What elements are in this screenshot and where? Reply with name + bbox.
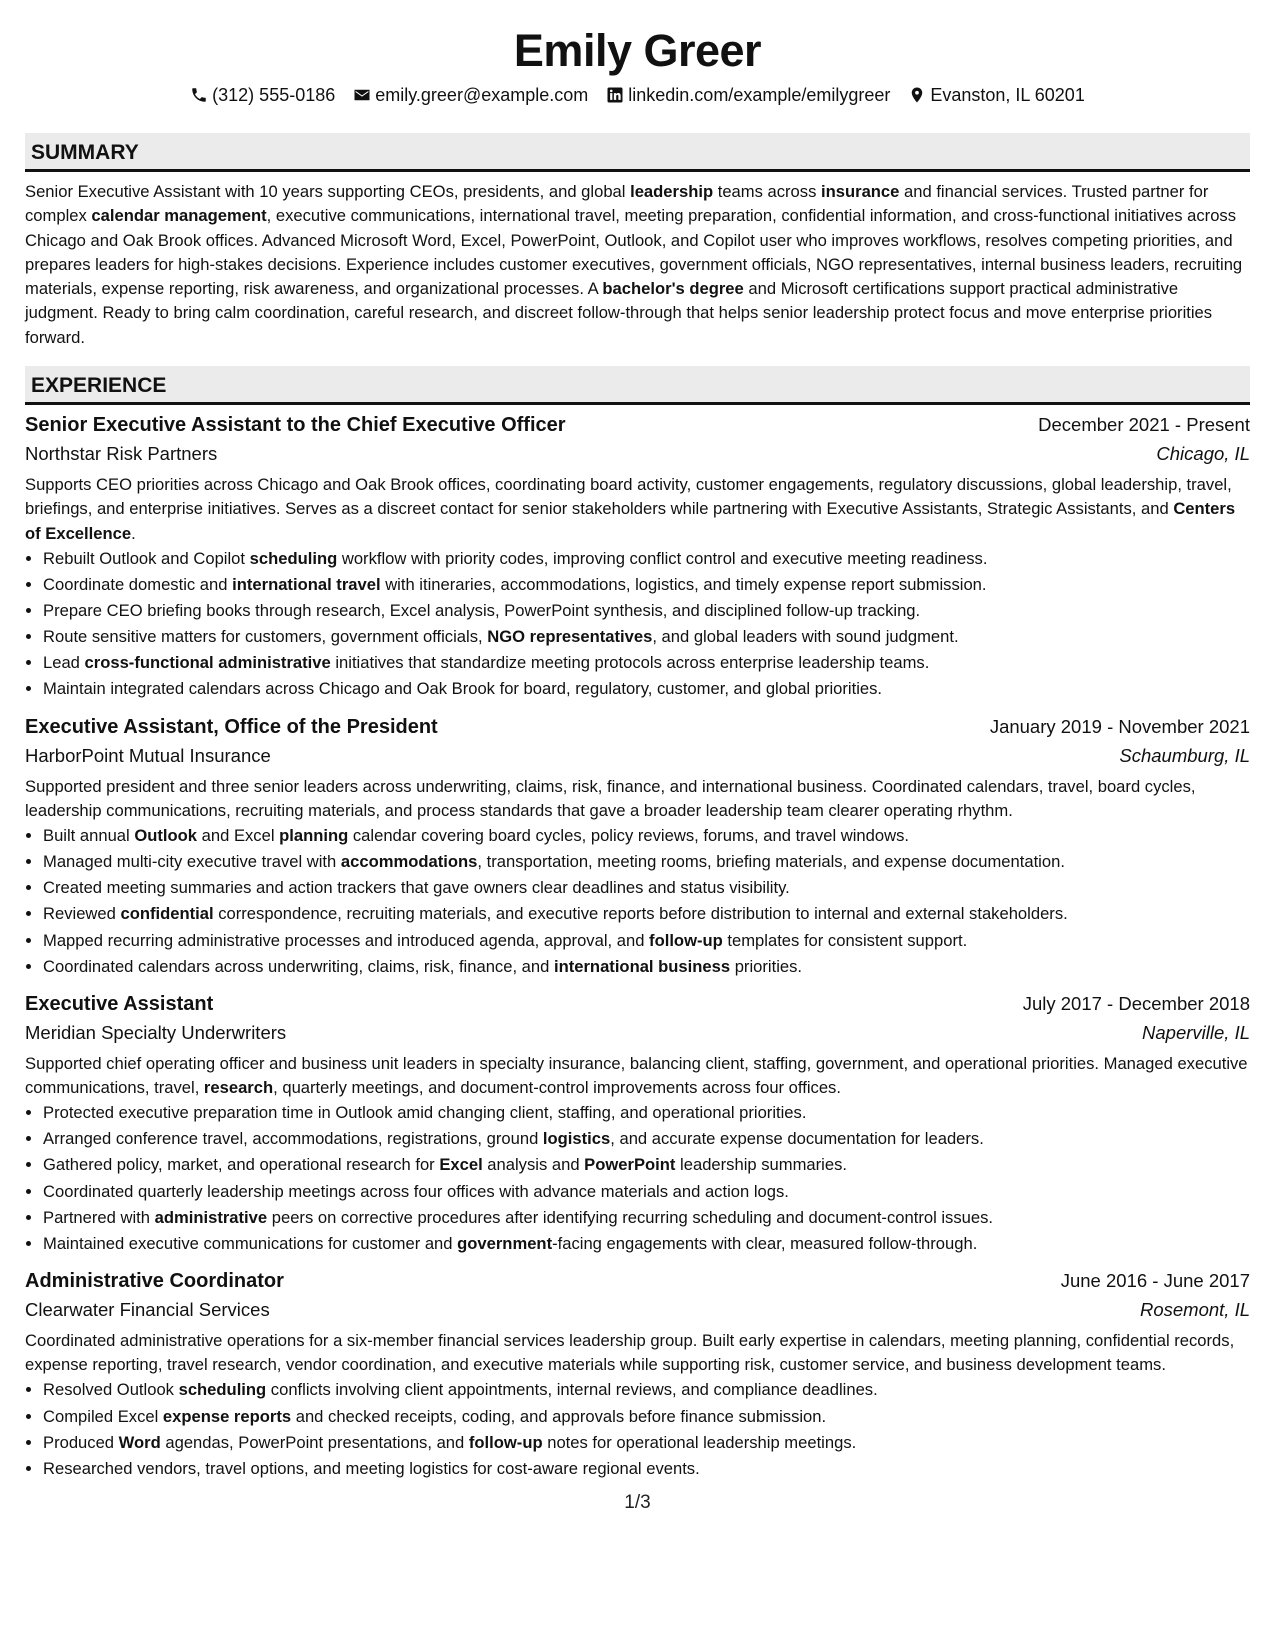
job-company-row bbox=[25, 1295, 1250, 1325]
bullet-item bbox=[43, 1231, 1250, 1257]
contact-phone[interactable] bbox=[190, 83, 335, 107]
text-run: -facing engagements with clear, measured follow-through. bbox=[552, 1233, 978, 1253]
bullet-item bbox=[43, 1100, 1250, 1126]
bullet-item bbox=[43, 928, 1250, 954]
text-run: with itineraries, accommodations, logistics, and timely expense report submission. bbox=[380, 575, 987, 595]
text-run: Resolved Outlook bbox=[43, 1380, 179, 1400]
bold-keyword: planning bbox=[279, 826, 349, 846]
email-text: emily.greer@example.com bbox=[375, 85, 589, 105]
bullet-item bbox=[43, 901, 1250, 927]
bullet-item bbox=[43, 1179, 1250, 1205]
bold-keyword: government bbox=[457, 1233, 553, 1253]
bold-keyword: expense reports bbox=[162, 1406, 292, 1426]
text-run: , executive communications, international travel, meeting preparation, confidential information, and cross-functional initiatives across Chicago and Oak Brook offices. Advanced Microsoft Word, Excel, PowerPoint, Outlook, and Copilot user who improves workflows, resolves competing priorities, and prepares leaders for high-stakes decisions. Experience includes customer executives, government officials, NGO representatives, internal business leaders, recruiting materials, expense reporting, risk awareness, and organizational processes. A bbox=[25, 206, 1243, 299]
job-title: Executive Assistant, Office of the President bbox=[25, 715, 438, 738]
text-run: and financial services. Trusted partner for complex bbox=[25, 182, 1209, 226]
bold-keyword: logistics bbox=[542, 1129, 611, 1149]
text-run: Coordinated quarterly leadership meetings across four offices with advance materials and action logs. bbox=[43, 1181, 789, 1201]
text-run: and Excel bbox=[197, 826, 280, 846]
bullet-item bbox=[43, 1126, 1250, 1152]
text-run: Mapped recurring administrative processes and introduced agenda, approval, and bbox=[43, 930, 650, 950]
job-header-row bbox=[25, 713, 1250, 741]
text-run: Reviewed bbox=[43, 904, 121, 924]
bold-keyword: international travel bbox=[232, 575, 381, 595]
job-location: Chicago, IL bbox=[1156, 443, 1250, 465]
text-run: and Microsoft certifications support practical administrative judgment. Ready to bring calm coordination, careful research, and discreet follow-through that helps senior leadership protect focus and move enterprise priorities forward. bbox=[25, 279, 1213, 347]
bullet-item bbox=[43, 875, 1250, 901]
text-run: correspondence, recruiting materials, and executive reports before distribution to internal and external stakeholders. bbox=[213, 904, 1068, 924]
text-run: templates for consistent support. bbox=[722, 930, 968, 950]
text-run: analysis and bbox=[482, 1155, 585, 1175]
job-entry bbox=[25, 411, 1250, 702]
phone-text: (312) 555-0186 bbox=[212, 85, 336, 105]
bullet-item bbox=[43, 1404, 1250, 1430]
bullet-item bbox=[43, 849, 1250, 875]
bold-keyword: confidential bbox=[120, 904, 214, 924]
text-run: Compiled Excel bbox=[43, 1406, 163, 1426]
bold-keyword: bachelor's degree bbox=[602, 279, 744, 299]
bullet-item bbox=[43, 1377, 1250, 1403]
job-description bbox=[25, 1329, 1250, 1378]
text-run: Prepare CEO briefing books through research, Excel analysis, PowerPoint synthesis, and disciplined follow-up tracking. bbox=[43, 601, 921, 621]
text-run: Coordinate domestic and bbox=[43, 575, 233, 595]
job-company-row bbox=[25, 1018, 1250, 1048]
bullet-item bbox=[43, 676, 1250, 702]
text-run: Route sensitive matters for customers, government officials, bbox=[43, 627, 488, 647]
text-run: Researched vendors, travel options, and meeting logistics for cost-aware regional events. bbox=[43, 1458, 700, 1478]
text-run: and checked receipts, coding, and approvals before finance submission. bbox=[291, 1406, 827, 1426]
bold-keyword: PowerPoint bbox=[584, 1155, 676, 1175]
bullet-item bbox=[43, 598, 1250, 624]
text-run: Maintained executive communications for customer and bbox=[43, 1233, 458, 1253]
bold-keyword: accommodations bbox=[340, 852, 478, 872]
bold-keyword: administrative bbox=[154, 1207, 268, 1227]
bold-keyword: Outlook bbox=[134, 826, 198, 846]
job-dates: June 2016 - June 2017 bbox=[1060, 1269, 1250, 1291]
text-run: Senior Executive Assistant with 10 years supporting CEOs, presidents, and global bbox=[25, 182, 631, 201]
bullet-item bbox=[43, 823, 1250, 849]
experience-list bbox=[25, 411, 1250, 1482]
job-location: Schaumburg, IL bbox=[1119, 744, 1250, 766]
linkedin-text: linkedin.com/example/emilygreer bbox=[628, 85, 891, 105]
text-run: Coordinated administrative operations for a six-member financial services leadership group. Built early expertise in calendars, meeting planning, confidential records, expense reporting, travel research, vendor coordination, and executive materials while supporting risk, customer service, and business development teams. bbox=[25, 1330, 1235, 1375]
job-entry bbox=[25, 1267, 1250, 1482]
text-run: Supported chief operating officer and business unit leaders in specialty insurance, balancing client, staffing, government, and operational priorities. Managed executive communications, travel, bbox=[25, 1053, 1248, 1097]
text-run: Arranged conference travel, accommodations, registrations, ground bbox=[43, 1129, 543, 1149]
job-company: Meridian Specialty Underwriters bbox=[25, 1021, 287, 1043]
text-run: peers on corrective procedures after identifying recurring scheduling and document-control issues. bbox=[267, 1207, 994, 1227]
text-run: Built annual bbox=[43, 826, 135, 846]
job-header-row bbox=[25, 990, 1250, 1018]
job-description bbox=[25, 473, 1250, 546]
bullet-item bbox=[43, 1205, 1250, 1231]
contact-email[interactable] bbox=[353, 83, 588, 107]
job-title: Administrative Coordinator bbox=[25, 1269, 284, 1292]
text-run: Gathered policy, market, and operational research for bbox=[43, 1155, 440, 1175]
envelope-icon bbox=[353, 86, 371, 104]
text-run: agendas, PowerPoint presentations, and bbox=[160, 1432, 469, 1452]
job-entry bbox=[25, 713, 1250, 980]
job-dates: July 2017 - December 2018 bbox=[1022, 992, 1250, 1014]
text-run: calendar covering board cycles, policy reviews, forums, and travel windows. bbox=[348, 826, 910, 846]
resume-page bbox=[25, 0, 1250, 1482]
bold-keyword: scheduling bbox=[178, 1380, 267, 1400]
bold-keyword: Excel bbox=[439, 1155, 483, 1175]
bullet-item bbox=[43, 1430, 1250, 1456]
job-location: Rosemont, IL bbox=[1139, 1298, 1250, 1320]
job-company: Northstar Risk Partners bbox=[25, 443, 218, 465]
text-run: , quarterly meetings, and document-control improvements across four offices. bbox=[273, 1077, 841, 1097]
text-run: workflow with priority codes, improving conflict control and executive meeting readiness. bbox=[337, 548, 988, 568]
text-run: , and global leaders with sound judgment. bbox=[652, 627, 959, 647]
job-description bbox=[25, 775, 1250, 824]
bold-keyword: leadership bbox=[630, 182, 714, 201]
text-run: notes for operational leadership meetings. bbox=[542, 1432, 857, 1452]
text-run: initiatives that standardize meeting protocols across enterprise leadership teams. bbox=[330, 653, 930, 673]
job-bullets bbox=[25, 546, 1250, 703]
bullet-item bbox=[43, 1152, 1250, 1178]
text-run: Protected executive preparation time in Outlook amid changing client, staffing, and operational priorities. bbox=[43, 1103, 807, 1123]
text-run: . bbox=[131, 523, 136, 543]
location-text: Evanston, IL 60201 bbox=[930, 85, 1085, 105]
text-run: Supports CEO priorities across Chicago and Oak Brook offices, coordinating board activity, customer engagements, regulatory discussions, global leadership, travel, briefings, and enterprise initiatives. Serves as a discreet contact for senior stakeholders while partnering with Executive Assistants, Strategic Assistants, and bbox=[25, 475, 1232, 519]
job-company-row bbox=[25, 439, 1250, 469]
bold-keyword: follow-up bbox=[649, 930, 723, 950]
bold-keyword: insurance bbox=[821, 182, 900, 201]
job-location: Naperville, IL bbox=[1142, 1021, 1250, 1043]
job-title: Senior Executive Assistant to the Chief Executive Officer bbox=[25, 414, 566, 437]
text-run: Produced bbox=[43, 1432, 119, 1452]
text-run: , transportation, meeting rooms, briefing materials, and expense documentation. bbox=[477, 852, 1065, 872]
text-run: , and accurate expense documentation for leaders. bbox=[610, 1129, 984, 1149]
text-run: Lead bbox=[43, 653, 85, 673]
text-run: Rebuilt Outlook and Copilot bbox=[43, 548, 250, 568]
map-pin-icon bbox=[908, 86, 926, 104]
text-run: conflicts involving client appointments, internal reviews, and compliance deadlines. bbox=[266, 1380, 878, 1400]
bullet-item bbox=[43, 572, 1250, 598]
bold-keyword: NGO representatives bbox=[487, 627, 653, 647]
summary-heading: SUMMARY bbox=[25, 133, 1250, 172]
text-run: priorities. bbox=[730, 956, 803, 976]
text-run: Maintain integrated calendars across Chicago and Oak Brook for board, regulatory, customer, and global priorities. bbox=[43, 679, 883, 699]
bullet-item bbox=[43, 546, 1250, 572]
bullet-item bbox=[43, 954, 1250, 980]
summary-paragraph bbox=[25, 180, 1250, 350]
bullet-item bbox=[43, 650, 1250, 676]
bullet-item bbox=[43, 1456, 1250, 1482]
job-company: HarborPoint Mutual Insurance bbox=[25, 744, 271, 766]
text-run: Partnered with bbox=[43, 1207, 155, 1227]
contact-bar bbox=[25, 83, 1250, 107]
linkedin-icon bbox=[606, 86, 624, 104]
text-run: teams across bbox=[713, 182, 821, 201]
job-dates: January 2019 - November 2021 bbox=[989, 715, 1250, 737]
candidate-name: Emily Greer bbox=[513, 25, 762, 76]
job-company-row bbox=[25, 741, 1250, 771]
text-run: Coordinated calendars across underwriting, claims, risk, finance, and bbox=[43, 956, 554, 976]
bold-keyword: cross-functional administrative bbox=[84, 653, 331, 673]
bold-keyword: calendar management bbox=[91, 206, 267, 226]
job-company: Clearwater Financial Services bbox=[25, 1298, 270, 1320]
job-header-row bbox=[25, 411, 1250, 439]
text-run: Created meeting summaries and action trackers that gave owners clear deadlines and status visibility. bbox=[43, 878, 790, 898]
experience-heading: EXPERIENCE bbox=[25, 366, 1250, 405]
bold-keyword: scheduling bbox=[249, 548, 338, 568]
job-header-row bbox=[25, 1267, 1250, 1295]
bold-keyword: follow-up bbox=[468, 1432, 543, 1452]
job-bullets bbox=[25, 823, 1250, 980]
bold-keyword: Word bbox=[118, 1432, 161, 1452]
job-bullets bbox=[25, 1377, 1250, 1481]
job-entry bbox=[25, 990, 1250, 1257]
contact-location bbox=[908, 83, 1084, 107]
job-bullets bbox=[25, 1100, 1250, 1257]
bold-keyword: Centers of Excellence bbox=[25, 499, 1236, 543]
bold-keyword: research bbox=[203, 1077, 274, 1097]
page-indicator: 1/3 bbox=[624, 1492, 651, 1513]
job-title: Executive Assistant bbox=[25, 992, 214, 1015]
text-run: Supported president and three senior leaders across underwriting, claims, risk, finance, and international business. Coordinated calendars, travel, board cycles, leadership communications, recruiting materials, and process standards that gave a broader leadership team clearer operating rhythm. bbox=[25, 776, 1196, 820]
bullet-item bbox=[43, 624, 1250, 650]
text-run: leadership summaries. bbox=[675, 1155, 847, 1175]
job-description bbox=[25, 1052, 1250, 1101]
text-run: Managed multi-city executive travel with bbox=[43, 852, 341, 872]
phone-icon bbox=[190, 86, 208, 104]
bold-keyword: international business bbox=[553, 956, 731, 976]
contact-linkedin[interactable] bbox=[606, 83, 890, 107]
job-dates: December 2021 - Present bbox=[1038, 414, 1250, 436]
